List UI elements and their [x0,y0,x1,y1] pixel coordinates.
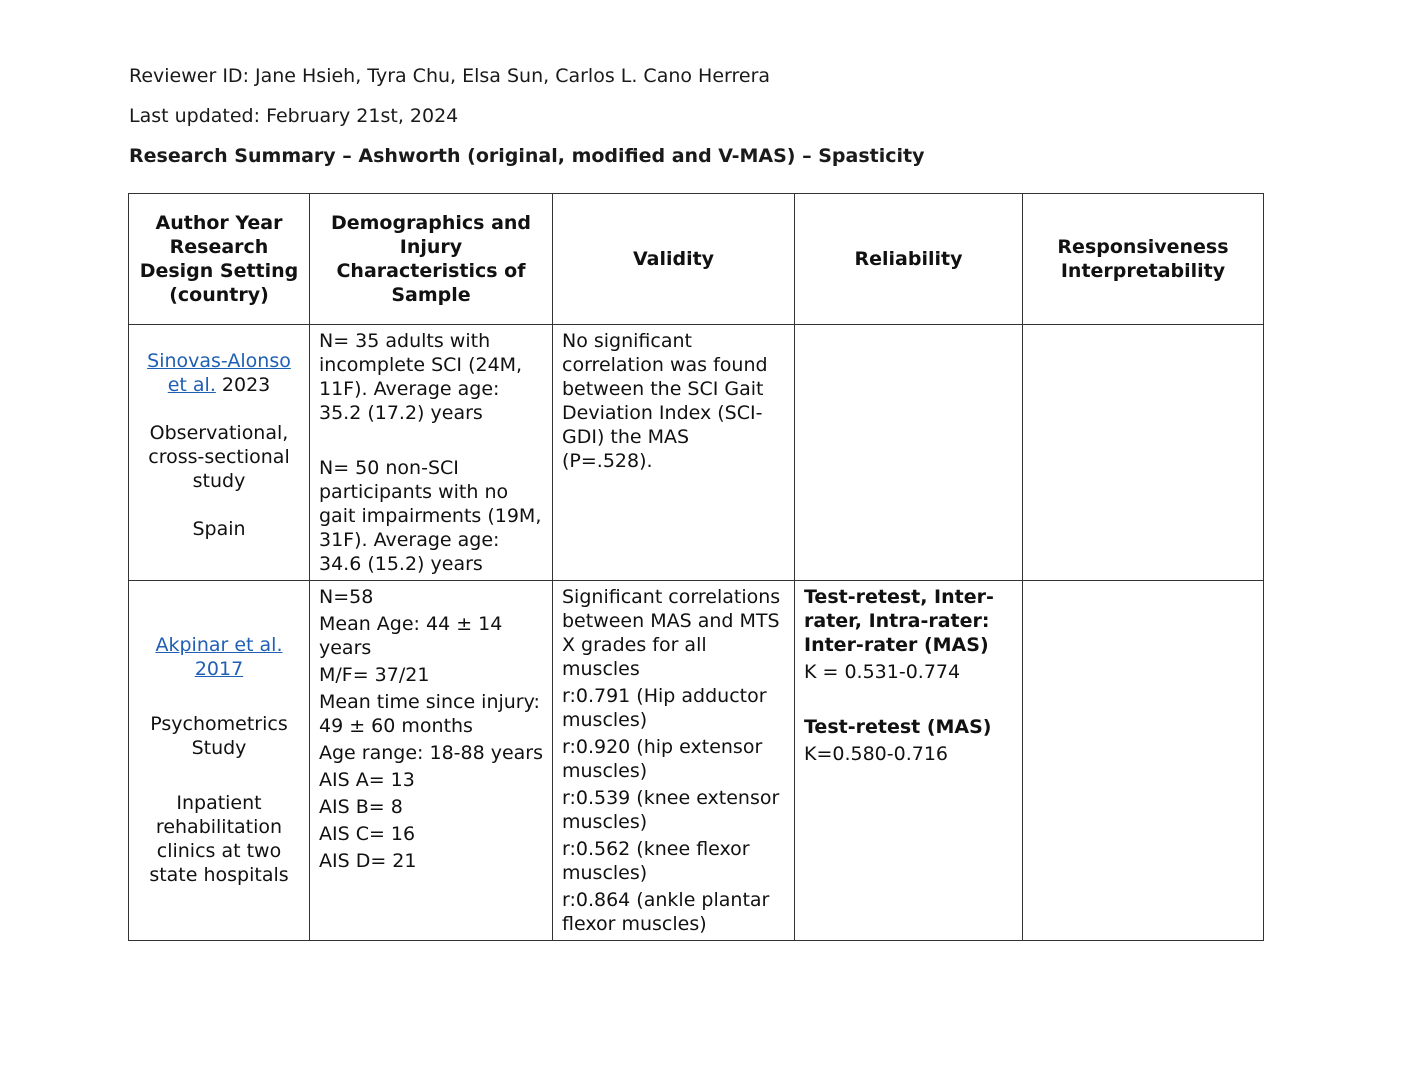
validity-cell [553,325,795,581]
table-header-row [129,194,1264,325]
validity-line: r:0.920 (hip extensor muscles) [562,736,763,782]
validity-line: r:0.539 (knee extensor muscles) [562,787,780,833]
header-author-year: Author Year Research Design Setting (country) [129,194,310,325]
research-summary-table [128,193,1264,941]
header-reliability: Reliability [795,194,1023,325]
table-row [129,325,1264,581]
validity-line: Significant correlations between MAS and MTS X grades for all muscles [562,586,781,680]
author-cell [129,325,310,581]
demographics-cell [310,325,553,581]
reliability-heading: Test-retest (MAS) [804,716,992,738]
validity-cell [553,581,795,941]
demographics-sci-group: N= 35 adults with incomplete SCI (24M, 11F). Average age: 35.2 (17.2) years [319,330,523,424]
demographics-line: N=58 [319,586,374,608]
demographics-line: AIS D= 21 [319,850,417,872]
reviewer-ids: Reviewer ID: Jane Hsieh, Tyra Chu, Elsa Sun, Carlos L. Cano Herrera [129,65,771,87]
reliability-cell [795,581,1023,941]
reliability-value: K = 0.531-0.774 [804,661,961,683]
header-validity: Validity [553,194,795,325]
validity-text: No significant correlation was found between the SCI Gait Deviation Index (SCI-GDI) the MAS (P=.528). [562,330,768,472]
study-design: Psychometrics Study [150,713,288,759]
study-year: 2023 [221,374,271,396]
header-responsiveness: Responsiveness Interpretability [1023,194,1264,325]
demographics-line: AIS B= 8 [319,796,403,818]
demographics-line: Mean Age: 44 ± 14 years [319,613,503,659]
demographics-cell [310,581,553,941]
study-design: Observational, cross-sectional study [148,422,290,492]
author-cell [129,581,310,941]
demographics-line: AIS C= 16 [319,823,416,845]
validity-line: r:0.864 (ankle plantar flexor muscles) [562,889,770,935]
reliability-heading: Test-retest, Inter-rater, Intra-rater: Inter-rater (MAS) [804,586,994,656]
responsiveness-cell [1023,581,1264,941]
last-updated: Last updated: February 21st, 2024 [129,105,459,127]
header-demographics: Demographics and Injury Characteristics of Sample [310,194,553,325]
reliability-cell [795,325,1023,581]
study-setting: Inpatient rehabilitation clinics at two state hospitals [149,792,289,886]
demographics-line: Age range: 18-88 years [319,742,544,764]
responsiveness-cell [1023,325,1264,581]
demographics-control-group: N= 50 non-SCI participants with no gait impairments (19M, 31F). Average age: 34.6 (15.2) years [319,457,542,575]
validity-line: r:0.791 (Hip adductor muscles) [562,685,767,731]
study-setting: Spain [192,518,246,540]
study-link-sinovas-alonso[interactable]: Sinovas-Alonso et al. [147,350,291,396]
page-title: Research Summary – Ashworth (original, modified and V-MAS) – Spasticity [129,145,925,167]
demographics-line: M/F= 37/21 [319,664,430,686]
reliability-value: K=0.580-0.716 [804,743,949,765]
demographics-line: AIS A= 13 [319,769,415,791]
validity-line: r:0.562 (knee flexor muscles) [562,838,750,884]
demographics-line: Mean time since injury: 49 ± 60 months [319,691,540,737]
study-link-akpinar[interactable]: Akpinar et al. 2017 [155,634,283,680]
table-row [129,581,1264,941]
